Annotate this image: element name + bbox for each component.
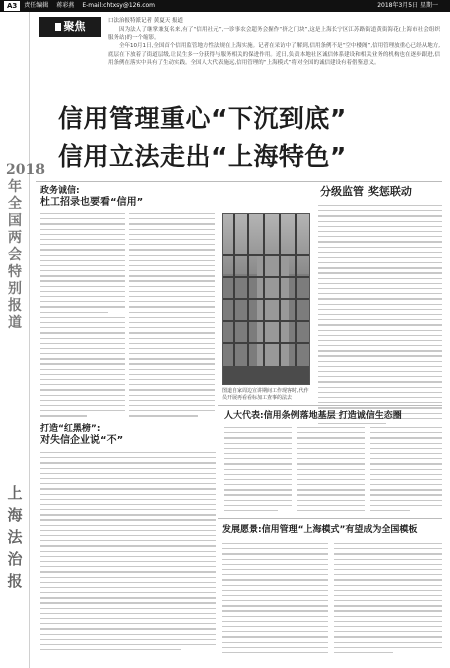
article-red-black-list bbox=[40, 423, 216, 447]
article-npc-deputy bbox=[224, 410, 444, 422]
page-header-bar bbox=[0, 0, 450, 12]
headline-line-1: 信用管理重心“下沉到底” bbox=[58, 104, 347, 133]
article-gov-integrity bbox=[40, 185, 170, 209]
article-title: 杜工招录也要看“信用” bbox=[40, 197, 144, 208]
article-kicker: 打造“红黑榜”: bbox=[40, 424, 101, 434]
article-body-col-1 bbox=[40, 213, 125, 421]
article-body-col-3 bbox=[318, 205, 442, 428]
lead-text-1: 因为法人了继掌兼复名来,有了“信用社元”,一诊事农会超务会握作“挤之门块”,这是上海长宁区江苏路街道黄街海花(上海市社会组织服务站)的一个缩影。 bbox=[108, 27, 440, 42]
special-report-label: 2018年全国两会特别报道 bbox=[6, 162, 45, 331]
article-body-col-4 bbox=[224, 427, 292, 515]
main-headline bbox=[58, 100, 438, 176]
photo-caption: 图道自家周边宣讲期间工作现客时,代作员开展再看看标加工查事的法去 bbox=[222, 388, 309, 401]
article-title: 发展愿景:信用管理“上海模式”有望成为全国模板 bbox=[222, 525, 418, 535]
page-number-badge: A3 bbox=[4, 1, 20, 11]
editor-label: 责任编辑 bbox=[24, 2, 49, 9]
divider bbox=[218, 405, 442, 406]
lead-text-2: 全年10月1日,全国首个信用监管地方性法规在上海实施。记者在采访中了解到,信用条例不是“空中楼阁”,信用管理放重心已经从地方,底层在下放着了街道层级,让民生多一分获得与服务相关的保进作用。近日,负责本地社区诚信体系建设和相关业务的机构也在逐步跟进,信用条例在落实中具有了生动实践。全国人大代表施远,信用管理的“上海模式”将对全国的诚信建设有着借鉴意义。 bbox=[108, 43, 440, 66]
section-tag: 聚焦 bbox=[39, 17, 101, 37]
article-body-col-6 bbox=[370, 427, 442, 515]
left-sidebar bbox=[0, 12, 45, 668]
article-tiered-supervision bbox=[320, 186, 440, 198]
divider bbox=[218, 518, 442, 519]
date-label: 2018年3月5日 星期一 bbox=[377, 2, 438, 9]
byline: 口法治报特派记者 黄夏天 报道 bbox=[108, 18, 183, 24]
article-title: 人大代表:信用条例落地基层 打造诚信生态圈 bbox=[224, 411, 402, 421]
article-body-col-8 bbox=[222, 543, 328, 657]
designer-label: 蒋彩燕 bbox=[56, 2, 75, 9]
article-body-col-7 bbox=[40, 452, 216, 654]
article-shanghai-model bbox=[222, 524, 444, 536]
article-title: 对失信企业说“不” bbox=[40, 435, 124, 446]
article-body-col-5 bbox=[297, 427, 365, 515]
lead-paragraph bbox=[108, 26, 440, 67]
headline-line-2: 信用立法走出“上海特色” bbox=[58, 142, 347, 171]
article-title: 分级监管 奖惩联动 bbox=[320, 185, 412, 198]
divider bbox=[36, 181, 442, 182]
article-body-col-9 bbox=[334, 543, 442, 657]
article-body-col-2 bbox=[129, 213, 215, 421]
newspaper-name: 上海法治报 bbox=[7, 484, 23, 590]
email-label: E-mail:chtxsy@126.com bbox=[82, 2, 156, 9]
article-kicker: 政务诚信: bbox=[40, 186, 80, 196]
scaffolding-photo bbox=[222, 213, 310, 385]
